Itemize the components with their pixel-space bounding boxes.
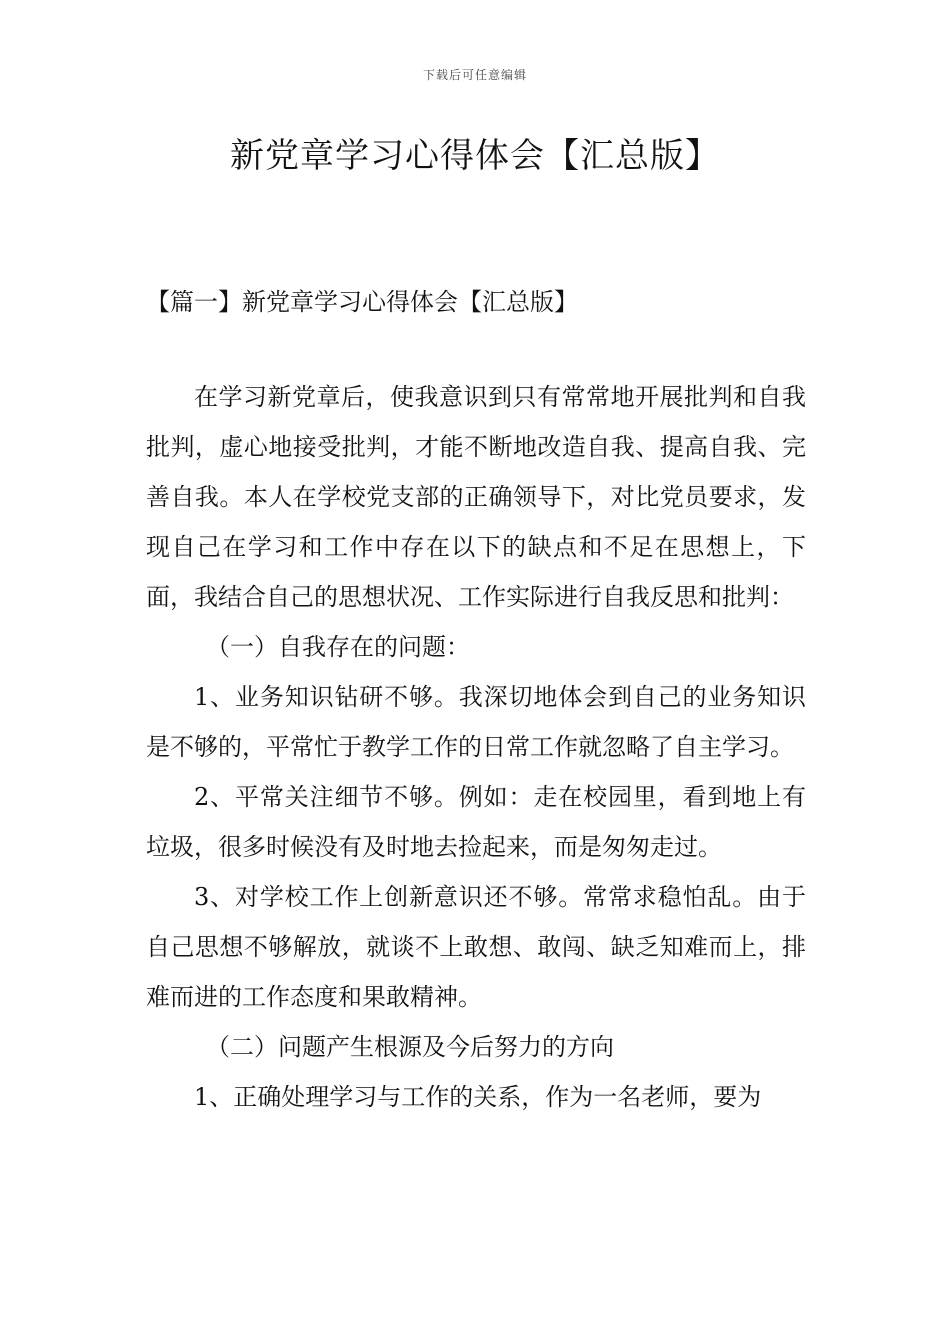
document-body [146, 372, 806, 1122]
paragraph-problem-1: 1、业务知识钻研不够。我深切地体会到自己的业务知识是不够的，平常忙于教学工作的日常工作就忽略了自主学习。 [146, 683, 806, 761]
subheading-roots: （二）问题产生根源及今后努力的方向 [206, 1033, 614, 1061]
paragraph-intro: 在学习新党章后，使我意识到只有常常地开展批判和自我批判，虚心地接受批判，才能不断地改造自我、提高自我、完善自我。本人在学校党支部的正确领导下，对比党员要求，发现自己在学习和工作中存在以下的缺点和不足在思想上，下面，我结合自己的思想状况、工作实际进行自我反思和批判： [146, 383, 806, 611]
document-title: 新党章学习心得体会【汇总版】 [230, 136, 720, 176]
subheading-problems: （一）自我存在的问题： [206, 633, 470, 661]
paragraph-problem-3: 3、对学校工作上创新意识还不够。常常求稳怕乱。由于自己思想不够解放，就谈不上敢想、敢闯、缺乏知难而上，排难而进的工作态度和果敢精神。 [146, 883, 806, 1011]
paragraph-direction-1: 1、正确处理学习与工作的关系，作为一名老师，要为 [194, 1083, 762, 1111]
header-note: 下载后可任意编辑 [422, 68, 527, 82]
section-heading: 【篇一】新党章学习心得体会【汇总版】 [146, 288, 578, 316]
paragraph-problem-2: 2、平常关注细节不够。例如：走在校园里，看到地上有垃圾，很多时候没有及时地去捡起来，而是匆匆走过。 [146, 783, 806, 861]
